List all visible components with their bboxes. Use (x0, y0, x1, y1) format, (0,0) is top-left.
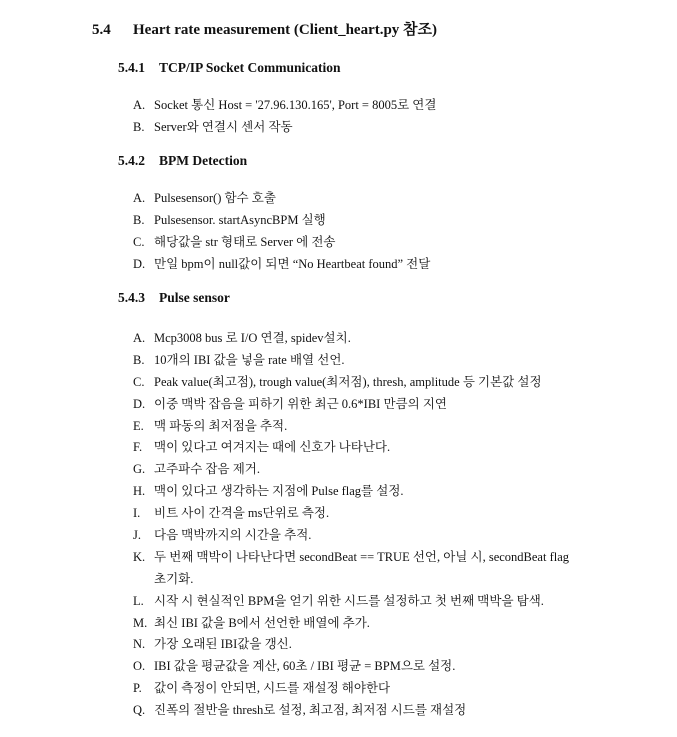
list-item (133, 95, 436, 113)
subsection-heading-543 (118, 290, 230, 306)
subsection-number: 5.4.2 (118, 153, 145, 168)
item-label: I. (133, 506, 141, 520)
list-item (133, 394, 447, 412)
list-item (133, 700, 466, 718)
item-text: Pulsesensor() 함수 호출 (154, 191, 276, 205)
item-label: J. (133, 528, 141, 542)
item-text: Mcp3008 bus 로 I/O 연결, spidev설치. (154, 331, 351, 345)
item-label: A. (133, 331, 146, 345)
item-text: 최신 IBI 값을 B에서 선언한 배열에 추가. (154, 616, 370, 630)
item-label: N. (133, 637, 146, 651)
item-text: 가장 오래된 IBI값을 갱신. (154, 637, 292, 651)
list-item (133, 459, 260, 477)
item-label: L. (133, 594, 144, 608)
item-text: Peak value(최고점), trough value(최저점), thresh, amplitude 등 기본값 설정 (154, 375, 542, 389)
subsection-heading-541 (118, 60, 341, 76)
subsection-title: BPM Detection (159, 153, 248, 168)
section-number: 5.4 (92, 22, 111, 38)
item-label: M. (133, 616, 148, 630)
list-item-continuation: 초기화. (154, 572, 194, 586)
list-item (133, 117, 293, 135)
item-label: B. (133, 120, 145, 134)
list-item (133, 372, 542, 390)
item-label: P. (133, 681, 142, 695)
list-item (133, 503, 329, 521)
item-text: 만일 bpm이 null값이 되면 “No Heartbeat found” 전달 (154, 257, 431, 271)
item-text: IBI 값을 평균값을 계산, 60초 / IBI 평균 = BPM으로 설정. (154, 659, 456, 673)
list-item (133, 481, 404, 499)
item-text: 다음 맥박까지의 시간을 추적. (154, 528, 312, 542)
item-text: 10개의 IBI 값을 넣을 rate 배열 선언. (154, 353, 345, 367)
item-label: F. (133, 440, 143, 454)
item-text: 진폭의 절반을 thresh로 설정, 최고점, 최저점 시드를 재설정 (154, 703, 467, 717)
list-item (133, 613, 370, 631)
item-label: O. (133, 659, 146, 673)
item-label: C. (133, 235, 145, 249)
item-text: 시작 시 현실적인 BPM을 얻기 위한 시드를 설정하고 첫 번째 맥박을 탐색. (154, 594, 544, 608)
item-text: 해당값을 str 형태로 Server 에 전송 (154, 235, 336, 249)
item-text: 맥이 있다고 여겨지는 때에 신호가 나타난다. (154, 440, 391, 454)
item-text: 맥이 있다고 생각하는 지점에 Pulse flag를 설정. (154, 484, 404, 498)
subsection-heading-542 (118, 153, 247, 169)
list-item (133, 634, 292, 652)
list-item (133, 254, 430, 272)
list-item (133, 656, 455, 674)
list-item (133, 591, 544, 609)
item-text: 고주파수 잡음 제거. (154, 462, 260, 476)
subsection-number: 5.4.1 (118, 60, 145, 75)
section-heading (92, 18, 437, 39)
list-item (133, 525, 311, 543)
list-item (133, 232, 336, 250)
list-item (133, 188, 276, 206)
item-label: E. (133, 419, 144, 433)
subsection-number: 5.4.3 (118, 290, 145, 305)
subsection-title: TCP/IP Socket Communication (159, 60, 341, 75)
item-label: H. (133, 484, 146, 498)
item-text: 맥 파동의 최저점을 추적. (154, 419, 288, 433)
item-label: C. (133, 375, 145, 389)
list-item (133, 350, 345, 368)
item-label: B. (133, 213, 145, 227)
item-label: Q. (133, 703, 146, 717)
item-label: D. (133, 397, 146, 411)
list-item (133, 416, 287, 434)
list-item (133, 210, 326, 228)
item-text: 비트 사이 간격을 ms단위로 측정. (154, 506, 330, 520)
section-title: Heart rate measurement (Client_heart.py 참조) (133, 22, 438, 38)
item-label: B. (133, 353, 145, 367)
list-item (133, 437, 390, 455)
list-item (133, 547, 569, 565)
item-label: A. (133, 191, 146, 205)
item-text: Server와 연결시 센서 작동 (154, 120, 293, 134)
item-label: A. (133, 98, 146, 112)
item-text: Socket 통신 Host = '27.96.130.165', Port = 8005로 연결 (154, 98, 437, 112)
item-label: K. (133, 550, 146, 564)
item-label: G. (133, 462, 146, 476)
item-text: 값이 측정이 안되면, 시드를 재설정 해야한다 (154, 681, 391, 695)
list-item (133, 678, 390, 696)
item-text: 이중 맥박 잡음을 피하기 위한 최근 0.6*IBI 만큼의 지연 (154, 397, 447, 411)
item-text: Pulsesensor. startAsyncBPM 실행 (154, 213, 326, 227)
list-item (133, 328, 351, 346)
item-text: 두 번째 맥박이 나타난다면 secondBeat == TRUE 선언, 아닐 시, secondBeat flag (154, 550, 570, 564)
item-label: D. (133, 257, 146, 271)
subsection-title: Pulse sensor (159, 290, 230, 305)
